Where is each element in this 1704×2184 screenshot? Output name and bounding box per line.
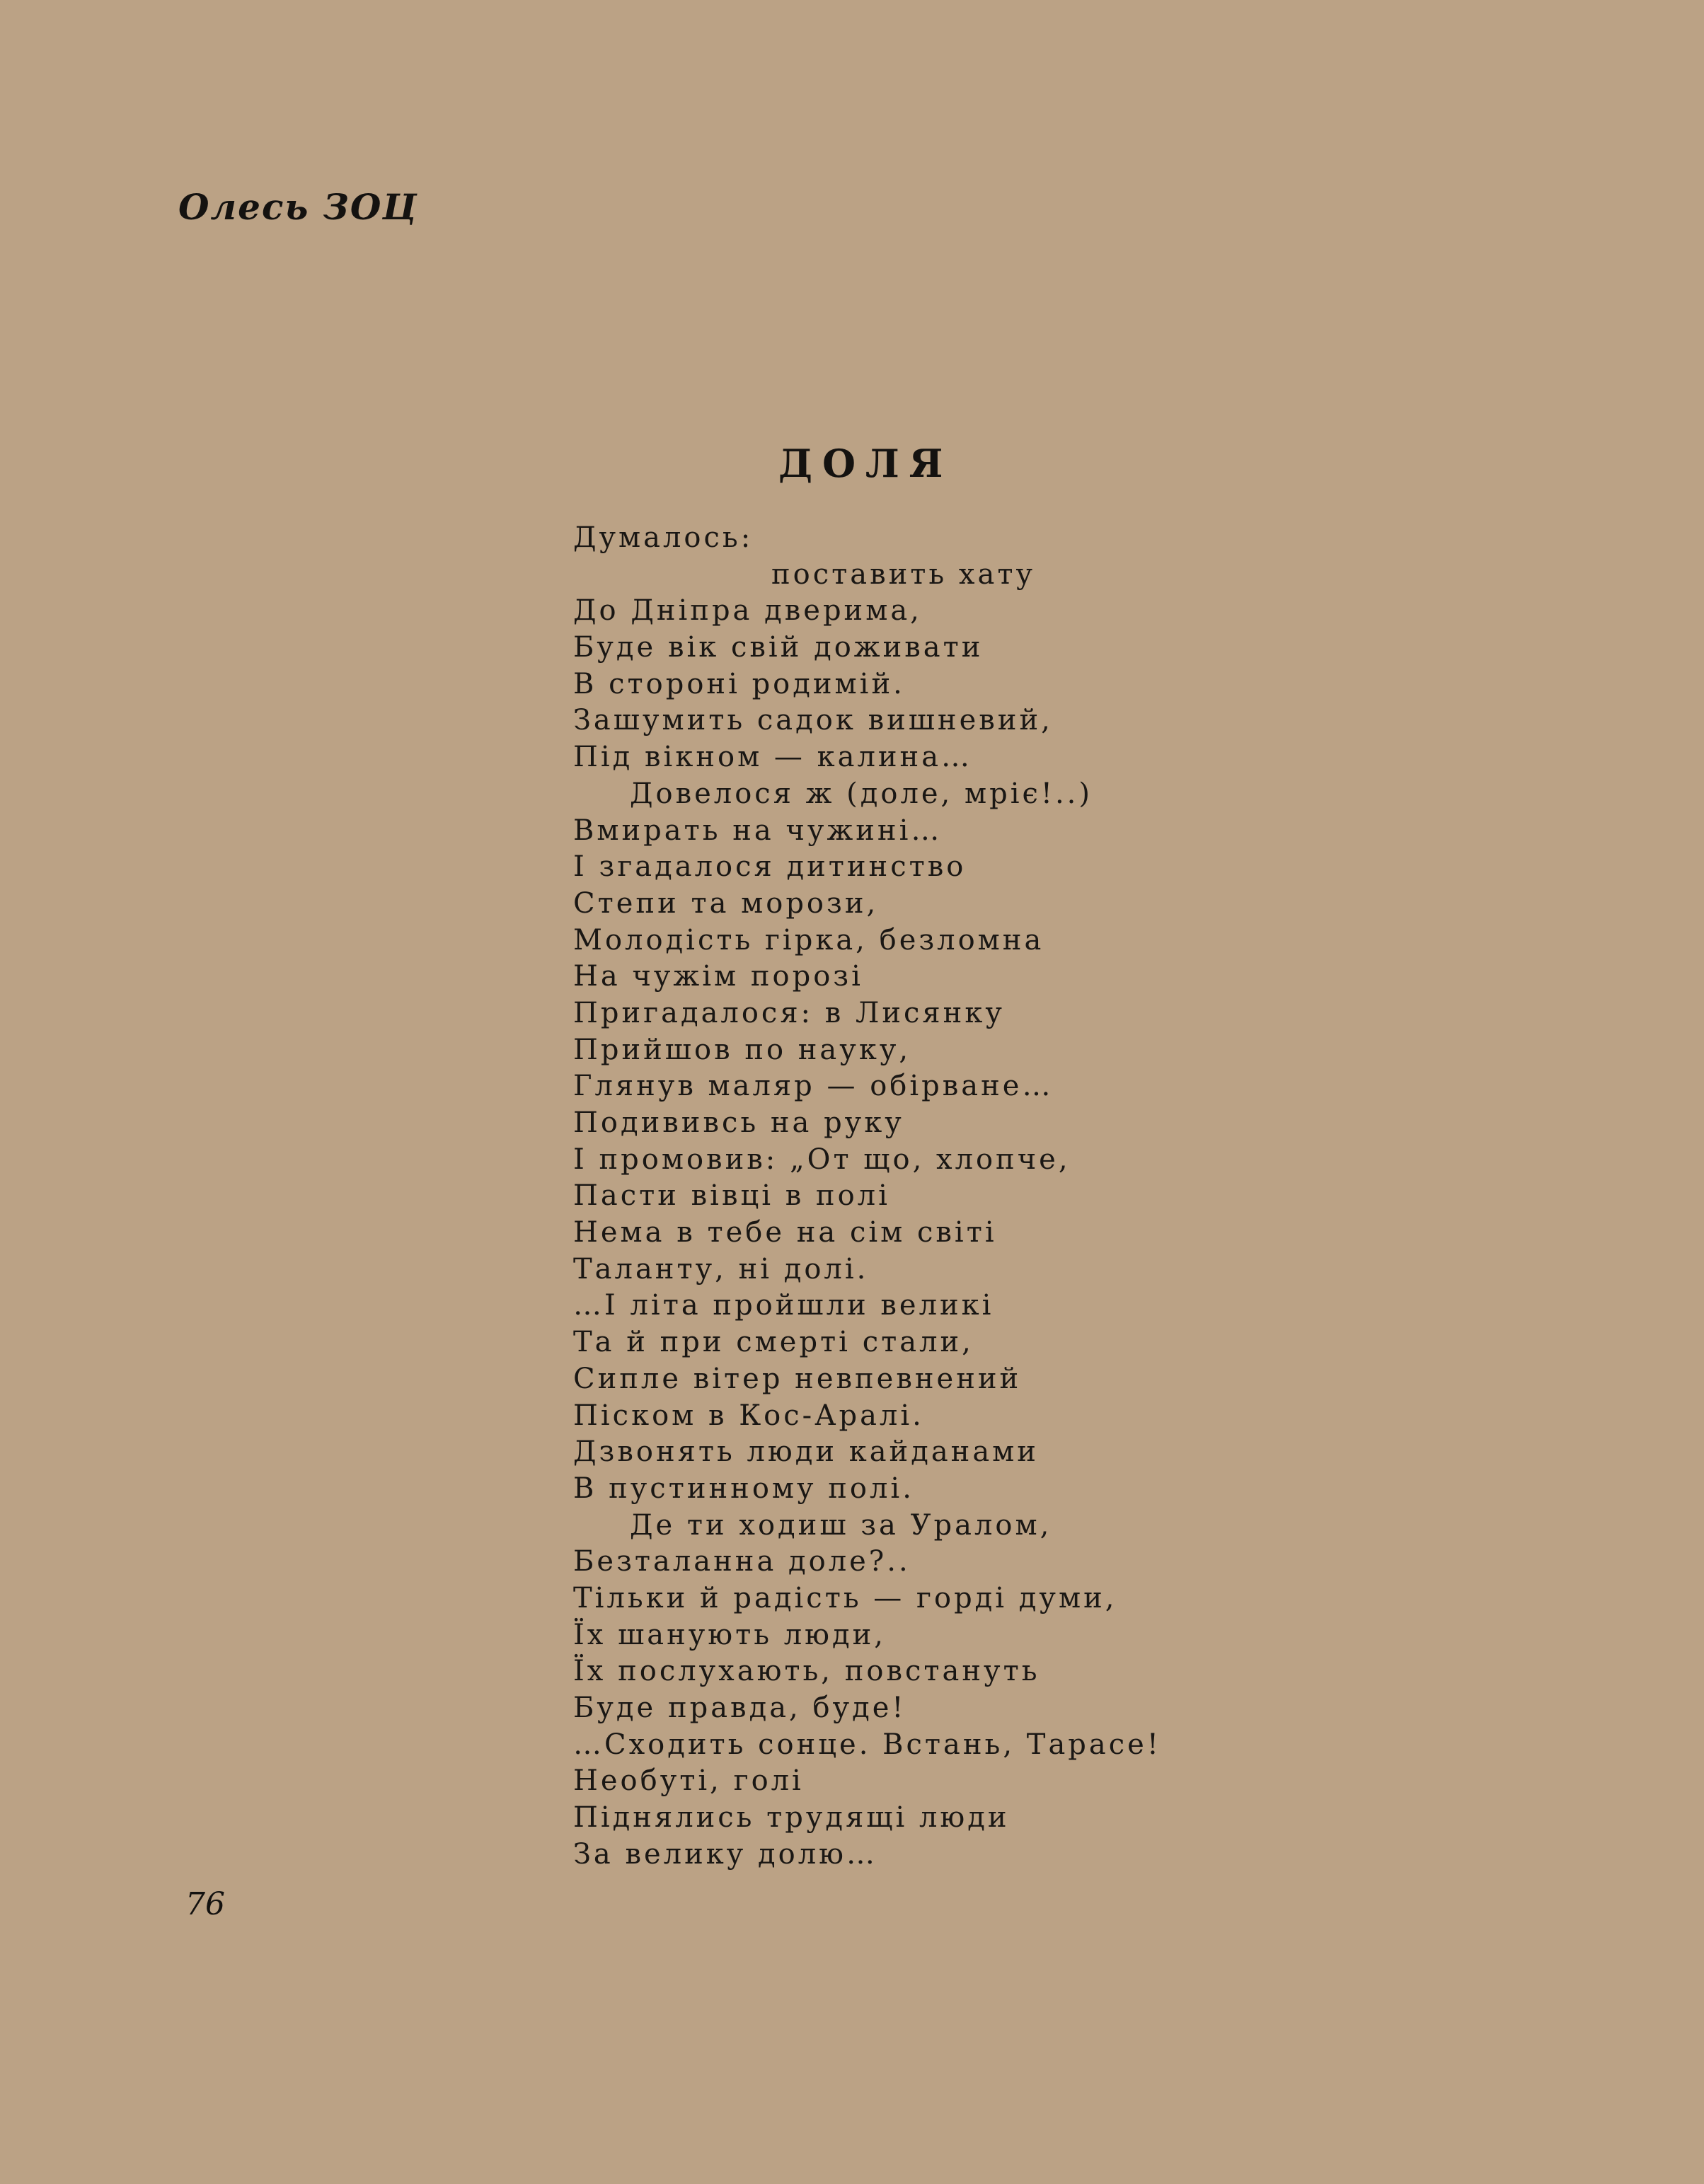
poem-line: Сипле вітер невпевнений — [573, 1362, 1022, 1395]
poem-line: Та й при смерті стали, — [573, 1326, 974, 1359]
poem-line: Піднялись трудящі люди — [573, 1801, 1010, 1835]
poem-line: Пасти вівці в полі — [573, 1179, 890, 1213]
poem-line: Дзвонять люди кайданами — [573, 1435, 1039, 1469]
poem-line: …І літа пройшли великі — [573, 1289, 994, 1322]
poem-title: ДОЛЯ — [778, 441, 953, 486]
poem-line: Де ти ходиш за Уралом, — [630, 1508, 1052, 1542]
poem-line: Під вікном — калина… — [573, 741, 973, 774]
poem-line: Піском в Кос-Аралі. — [573, 1399, 924, 1432]
poem-line: Прийшов по науку, — [573, 1033, 911, 1066]
poem-line: Степи та морози, — [573, 886, 879, 920]
poem-line: В пустинному полі. — [573, 1472, 914, 1505]
page-number: 76 — [185, 1886, 225, 1922]
poem-line: Довелося ж (доле, мріє!..) — [630, 777, 1093, 810]
poem-line: …Сходить сонце. Встань, Тарасе! — [573, 1728, 1161, 1761]
poem-line: Думалось: — [573, 521, 754, 554]
poem-line: Пригадалося: в Лисянку — [573, 996, 1005, 1029]
poem-line: Зашумить садок вишневий, — [573, 704, 1053, 737]
author-name: Олесь ЗОЦ — [178, 186, 418, 228]
poem-body — [573, 520, 1161, 1873]
poem-line: Подививсь на руку — [573, 1107, 904, 1139]
poem-line: На чужім порозі — [573, 960, 863, 993]
poem-line: Тільки й радість — горді думи, — [573, 1581, 1117, 1614]
poem-line: Необуті, голі — [573, 1764, 804, 1798]
poem-line: поставить хату — [771, 557, 1035, 591]
poem-line: За велику долю… — [573, 1837, 877, 1871]
poem-line: Вмирать на чужині… — [573, 814, 943, 847]
poem-line: Безталанна доле?.. — [573, 1545, 911, 1578]
poem-line: Глянув маляр — обірване… — [573, 1070, 1054, 1103]
poem-line: В стороні родимій. — [573, 667, 905, 700]
poem-line: І промовив: „От що, хлопче, — [573, 1143, 1071, 1176]
poem-line: Буде правда, буде! — [573, 1692, 906, 1724]
poem-line: І згадалося дитинство — [573, 850, 967, 884]
poem-line: Молодість гірка, безломна — [573, 923, 1044, 957]
poem-line: Буде вік свій доживати — [573, 631, 984, 664]
poem-line: До Дніпра дверима, — [573, 594, 922, 628]
poem-line: Таланту, ні долі. — [573, 1252, 869, 1285]
poem-line: Їх послухають, повстануть — [573, 1655, 1040, 1688]
poem-line: Їх шанують люди, — [573, 1618, 886, 1651]
poem-line: Нема в тебе на сім світі — [573, 1216, 997, 1249]
